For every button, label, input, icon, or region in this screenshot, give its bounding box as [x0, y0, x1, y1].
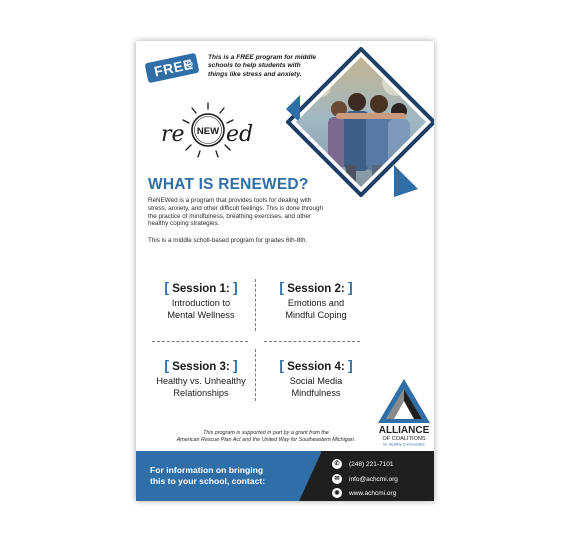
session-1-topic-line1: Introduction to: [171, 298, 231, 308]
logo-badge-text: NEW: [196, 126, 220, 137]
session-3-topic-line1: Healthy vs. Unhealthy: [156, 376, 246, 386]
session-3-title: Session 3:: [172, 361, 230, 373]
session-3: [ Session 3: ] Healthy vs. Unhealthy Relationships: [136, 357, 266, 399]
alliance-tagline: for Healthy Communities: [383, 442, 425, 447]
session-2-title: Session 2:: [287, 283, 345, 295]
session-1: [ Session 1: ] Introduction to Mental Wellness: [136, 279, 266, 321]
divider-horizontal-right: [264, 341, 360, 342]
divider-horizontal-left: [152, 341, 248, 342]
footer-cta-line1: For information on bringing: [150, 465, 264, 475]
grant-note-line1: This program is supported in part by a grant from the: [203, 430, 329, 436]
renewed-logo: [158, 99, 278, 167]
session-3-topic-line2: Relationships: [173, 387, 229, 398]
free-note: This is a FREE program for middle schools to help students with things like stress and anxiety.: [208, 54, 317, 78]
students-photo: [286, 47, 434, 197]
flyer: [136, 41, 434, 501]
email-icon: ✉: [332, 474, 342, 484]
session-2-topic-line1: Emotions and: [287, 298, 345, 308]
session-2: [ Session 2: ] Emotions and Mindful Coping: [251, 279, 381, 321]
free-tag: [144, 53, 199, 83]
alliance-sub: OF COALITIONS: [382, 436, 426, 442]
divider-vertical-bottom: [255, 349, 256, 401]
triangle-logo-icon: [378, 379, 430, 423]
session-2-topic-line2: Mindful Coping: [285, 309, 347, 320]
footer-cta-line2: this to your school, contact:: [150, 476, 266, 486]
alliance-name: ALLIANCE: [378, 425, 430, 436]
program-description: ReNEWed is a program that provides tools for dealing with stress, anxiety, and other difficult feelings. This is done through the practice of mindfulness, breathing exercises, and other healthy coping strategies.: [148, 197, 324, 228]
session-4-title: Session 4:: [287, 361, 345, 373]
contact-email: [332, 474, 432, 484]
svg-text:re: re: [161, 122, 185, 147]
web-text: www.achcmi.org: [349, 489, 397, 497]
globe-icon: ◉: [332, 488, 342, 498]
photo-image: [286, 47, 434, 197]
grades-note: This is a middle scholl-based program for grades 6th-8th.: [148, 237, 308, 244]
contact-web: [332, 488, 432, 498]
session-4: [ Session 4: ] Social Media Mindfulness: [251, 357, 381, 399]
svg-text:ed: ed: [226, 122, 254, 147]
session-4-topic-line2: Mindfulness: [291, 387, 341, 398]
divider-vertical-top: [255, 279, 256, 331]
footer-cta: [150, 465, 300, 487]
grant-note-line2: American Rescue Plan Act and the United Way for Southeastern Michigan.: [176, 437, 356, 443]
page-title: WHAT IS RENEWED?: [148, 176, 309, 193]
free-tag-label: FREE: [152, 55, 195, 80]
grant-note: [136, 430, 396, 444]
session-4-topic-line1: Social Media: [289, 376, 343, 386]
phone-text: (248) 221-7101: [349, 460, 394, 468]
session-1-title: Session 1:: [172, 283, 230, 295]
contact-phone: [332, 459, 432, 469]
footer-divider: [299, 451, 322, 501]
session-1-topic-line2: Mental Wellness: [167, 309, 235, 320]
email-text: info@achcmi.org: [349, 475, 398, 483]
phone-icon: ✆: [332, 459, 342, 469]
